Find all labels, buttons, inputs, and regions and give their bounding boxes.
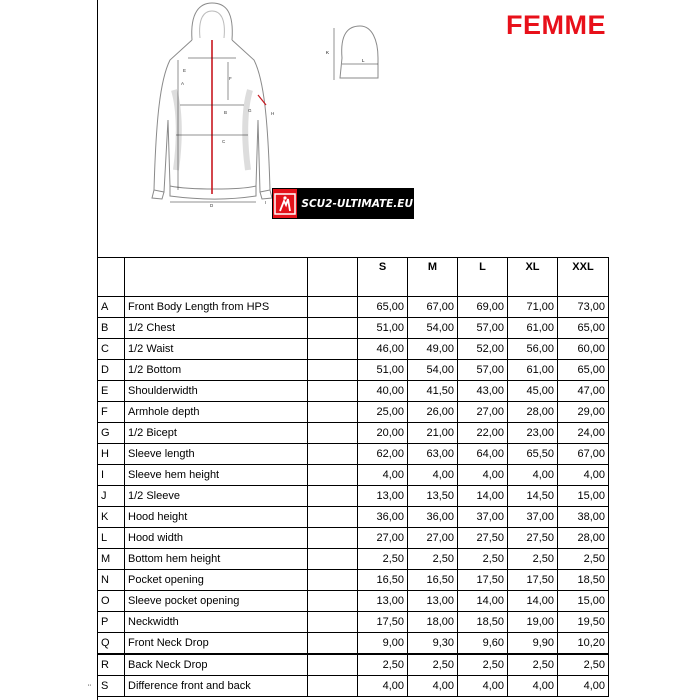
jacket-sketch — [140, 0, 285, 210]
empty-cell — [308, 528, 358, 549]
measurement-value: 4,00 — [408, 676, 458, 697]
empty-cell — [308, 549, 358, 570]
measurement-value: 19,50 — [558, 612, 609, 633]
empty-cell — [308, 676, 358, 697]
measurement-value: 19,00 — [508, 612, 558, 633]
measurement-value: 2,50 — [558, 549, 609, 570]
measurement-value: 18,50 — [558, 570, 609, 591]
row-description: Hood height — [125, 507, 308, 528]
measurement-value: 13,00 — [358, 591, 408, 612]
table-row — [98, 444, 609, 465]
measurement-value: 2,50 — [358, 654, 408, 676]
measurement-value: 2,50 — [558, 654, 609, 676]
measurement-value: 23,00 — [508, 423, 558, 444]
empty-cell — [308, 444, 358, 465]
measurement-value: 61,00 — [508, 318, 558, 339]
row-description: Difference front and back — [125, 676, 308, 697]
row-letter: H — [98, 444, 125, 465]
row-description: Sleeve length — [125, 444, 308, 465]
row-letter: D — [98, 360, 125, 381]
measurement-value: 67,00 — [558, 444, 609, 465]
row-letter: O — [98, 591, 125, 612]
measurement-value: 56,00 — [508, 339, 558, 360]
measurement-value: 27,00 — [408, 528, 458, 549]
row-description: 1/2 Sleeve — [125, 486, 308, 507]
svg-text:D: D — [210, 203, 214, 208]
table-row — [98, 507, 609, 528]
row-description: 1/2 Bicept — [125, 423, 308, 444]
row-letter: A — [98, 297, 125, 318]
measurement-value: 9,00 — [358, 633, 408, 655]
table-row — [98, 318, 609, 339]
empty-cell — [308, 402, 358, 423]
table-row — [98, 570, 609, 591]
measurement-value: 36,00 — [358, 507, 408, 528]
measurement-value: 18,00 — [408, 612, 458, 633]
header-size-l: L — [458, 258, 508, 297]
measurement-value: 37,00 — [508, 507, 558, 528]
svg-text:C: C — [222, 139, 226, 144]
measurement-value: 62,00 — [358, 444, 408, 465]
measurement-value: 4,00 — [458, 676, 508, 697]
measurement-value: 65,50 — [508, 444, 558, 465]
measurement-value: 27,50 — [458, 528, 508, 549]
measurement-value: 4,00 — [458, 465, 508, 486]
row-letter: Q — [98, 633, 125, 655]
measurement-value: 64,00 — [458, 444, 508, 465]
measurement-value: 4,00 — [558, 465, 609, 486]
measurement-value: 4,00 — [558, 676, 609, 697]
page-title: FEMME — [506, 10, 606, 40]
svg-text:E: E — [183, 68, 187, 73]
row-description: Sleeve hem height — [125, 465, 308, 486]
measurement-value: 52,00 — [458, 339, 508, 360]
empty-cell — [308, 507, 358, 528]
measurement-value: 14,00 — [458, 591, 508, 612]
measurement-value: 27,00 — [458, 402, 508, 423]
measurement-value: 25,00 — [358, 402, 408, 423]
empty-cell — [308, 381, 358, 402]
measurement-value: 20,00 — [358, 423, 408, 444]
measurement-value: 27,50 — [508, 528, 558, 549]
table-row — [98, 360, 609, 381]
measurement-value: 67,00 — [408, 297, 458, 318]
measurement-value: 4,00 — [358, 465, 408, 486]
measurement-value: 21,00 — [408, 423, 458, 444]
measurement-value: 17,50 — [358, 612, 408, 633]
measurement-value: 2,50 — [458, 654, 508, 676]
empty-cell — [308, 360, 358, 381]
row-description: Sleeve pocket opening — [125, 591, 308, 612]
table-row — [98, 339, 609, 360]
measurement-value: 9,30 — [408, 633, 458, 655]
header-size-s: S — [358, 258, 408, 297]
measurement-value: 14,00 — [508, 591, 558, 612]
row-letter: N — [98, 570, 125, 591]
svg-text:G: G — [248, 108, 252, 113]
row-description: Bottom hem height — [125, 549, 308, 570]
empty-cell — [308, 612, 358, 633]
row-letter: P — [98, 612, 125, 633]
measurement-value: 49,00 — [408, 339, 458, 360]
measurement-value: 60,00 — [558, 339, 609, 360]
row-letter: B — [98, 318, 125, 339]
row-description: Hood width — [125, 528, 308, 549]
measurement-value: 26,00 — [408, 402, 458, 423]
measurement-value: 28,00 — [558, 528, 609, 549]
measurement-value: 65,00 — [558, 318, 609, 339]
measurement-value: 13,50 — [408, 486, 458, 507]
empty-cell — [308, 318, 358, 339]
empty-cell — [308, 423, 358, 444]
row-letter: G — [98, 423, 125, 444]
figure-logo-icon — [273, 189, 297, 218]
measurement-value: 28,00 — [508, 402, 558, 423]
row-letter: I — [98, 465, 125, 486]
measurement-value: 17,50 — [458, 570, 508, 591]
measurement-value: 2,50 — [508, 654, 558, 676]
empty-cell — [308, 465, 358, 486]
measurement-value: 54,00 — [408, 360, 458, 381]
measurement-value: 73,00 — [558, 297, 609, 318]
measurement-value: 63,00 — [408, 444, 458, 465]
header-size-m: M — [408, 258, 458, 297]
row-letter: R — [98, 654, 125, 676]
measurement-value: 4,00 — [358, 676, 408, 697]
empty-cell — [308, 339, 358, 360]
table-row — [98, 423, 609, 444]
empty-cell — [308, 486, 358, 507]
table-row — [98, 549, 609, 570]
svg-text:I: I — [265, 200, 267, 205]
measurement-value: 2,50 — [508, 549, 558, 570]
row-description: Front Neck Drop — [125, 633, 308, 655]
row-description: Front Body Length from HPS — [125, 297, 308, 318]
row-description: Armhole depth — [125, 402, 308, 423]
row-letter: K — [98, 507, 125, 528]
logo-text: SCU2-ULTIMATE.EU — [301, 197, 413, 210]
measurement-value: 10,20 — [558, 633, 609, 655]
row-description: Pocket opening — [125, 570, 308, 591]
row-description: 1/2 Chest — [125, 318, 308, 339]
table-row — [98, 676, 609, 697]
row-description: Neckwidth — [125, 612, 308, 633]
header-cell — [98, 258, 125, 297]
measurement-value: 2,50 — [408, 654, 458, 676]
header-size-xl: XL — [508, 258, 558, 297]
row-description: 1/2 Bottom — [125, 360, 308, 381]
table-row — [98, 381, 609, 402]
measurement-value: 47,00 — [558, 381, 609, 402]
table-header-row — [98, 258, 609, 297]
measurement-value: 17,50 — [508, 570, 558, 591]
measurement-value: 2,50 — [358, 549, 408, 570]
row-letter: M — [98, 549, 125, 570]
measurement-value: 9,60 — [458, 633, 508, 655]
size-chart-table — [97, 257, 609, 697]
measurement-value: 2,50 — [408, 549, 458, 570]
row-letter: E — [98, 381, 125, 402]
measurement-value: 16,50 — [408, 570, 458, 591]
measurement-value: 14,00 — [458, 486, 508, 507]
measurement-value: 51,00 — [358, 318, 408, 339]
footer-mark: ¨ — [88, 683, 91, 693]
measurement-value: 15,00 — [558, 486, 609, 507]
measurement-value: 43,00 — [458, 381, 508, 402]
measurement-value: 18,50 — [458, 612, 508, 633]
measurement-value: 61,00 — [508, 360, 558, 381]
empty-cell — [308, 654, 358, 676]
header-cell — [308, 258, 358, 297]
measurement-value: 27,00 — [358, 528, 408, 549]
row-letter: S — [98, 676, 125, 697]
row-description: Back Neck Drop — [125, 654, 308, 676]
header-size-xxl: XXL — [558, 258, 609, 297]
table-row — [98, 591, 609, 612]
measurement-value: 29,00 — [558, 402, 609, 423]
empty-cell — [308, 633, 358, 655]
measurement-value: 57,00 — [458, 360, 508, 381]
measurement-value: 36,00 — [408, 507, 458, 528]
hood-sketch — [318, 18, 393, 88]
measurement-value: 65,00 — [558, 360, 609, 381]
table-row — [98, 402, 609, 423]
measurement-value: 22,00 — [458, 423, 508, 444]
table-row — [98, 486, 609, 507]
measurement-value: 54,00 — [408, 318, 458, 339]
measurement-value: 71,00 — [508, 297, 558, 318]
svg-text:A: A — [181, 81, 185, 86]
measurement-value: 4,00 — [408, 465, 458, 486]
svg-text:K: K — [326, 50, 330, 55]
measurement-value: 51,00 — [358, 360, 408, 381]
measurement-value: 16,50 — [358, 570, 408, 591]
row-letter: J — [98, 486, 125, 507]
measurement-value: 69,00 — [458, 297, 508, 318]
measurement-value: 46,00 — [358, 339, 408, 360]
empty-cell — [308, 570, 358, 591]
measurement-value: 24,00 — [558, 423, 609, 444]
row-description: Shoulderwidth — [125, 381, 308, 402]
row-letter: F — [98, 402, 125, 423]
measurement-value: 45,00 — [508, 381, 558, 402]
table-row — [98, 465, 609, 486]
svg-text:H: H — [271, 111, 275, 116]
table-row — [98, 528, 609, 549]
table-row — [98, 297, 609, 318]
measurement-value: 4,00 — [508, 676, 558, 697]
row-letter: L — [98, 528, 125, 549]
measurement-value: 13,00 — [358, 486, 408, 507]
measurement-value: 40,00 — [358, 381, 408, 402]
table-row — [98, 654, 609, 676]
measurement-value: 15,00 — [558, 591, 609, 612]
measurement-value: 41,50 — [408, 381, 458, 402]
table-row — [98, 612, 609, 633]
row-letter: C — [98, 339, 125, 360]
header-cell — [125, 258, 308, 297]
svg-text:F: F — [229, 76, 232, 81]
measurement-value: 13,00 — [408, 591, 458, 612]
row-description: 1/2 Waist — [125, 339, 308, 360]
measurement-value: 9,90 — [508, 633, 558, 655]
measurement-value: 65,00 — [358, 297, 408, 318]
measurement-value: 38,00 — [558, 507, 609, 528]
svg-text:B: B — [224, 110, 228, 115]
table-row — [98, 633, 609, 655]
empty-cell — [308, 591, 358, 612]
measurement-value: 37,00 — [458, 507, 508, 528]
measurement-value: 14,50 — [508, 486, 558, 507]
measurement-value: 57,00 — [458, 318, 508, 339]
svg-text:L: L — [362, 58, 365, 63]
measurement-value: 2,50 — [458, 549, 508, 570]
brand-logo — [272, 188, 414, 219]
measurement-value: 4,00 — [508, 465, 558, 486]
empty-cell — [308, 297, 358, 318]
